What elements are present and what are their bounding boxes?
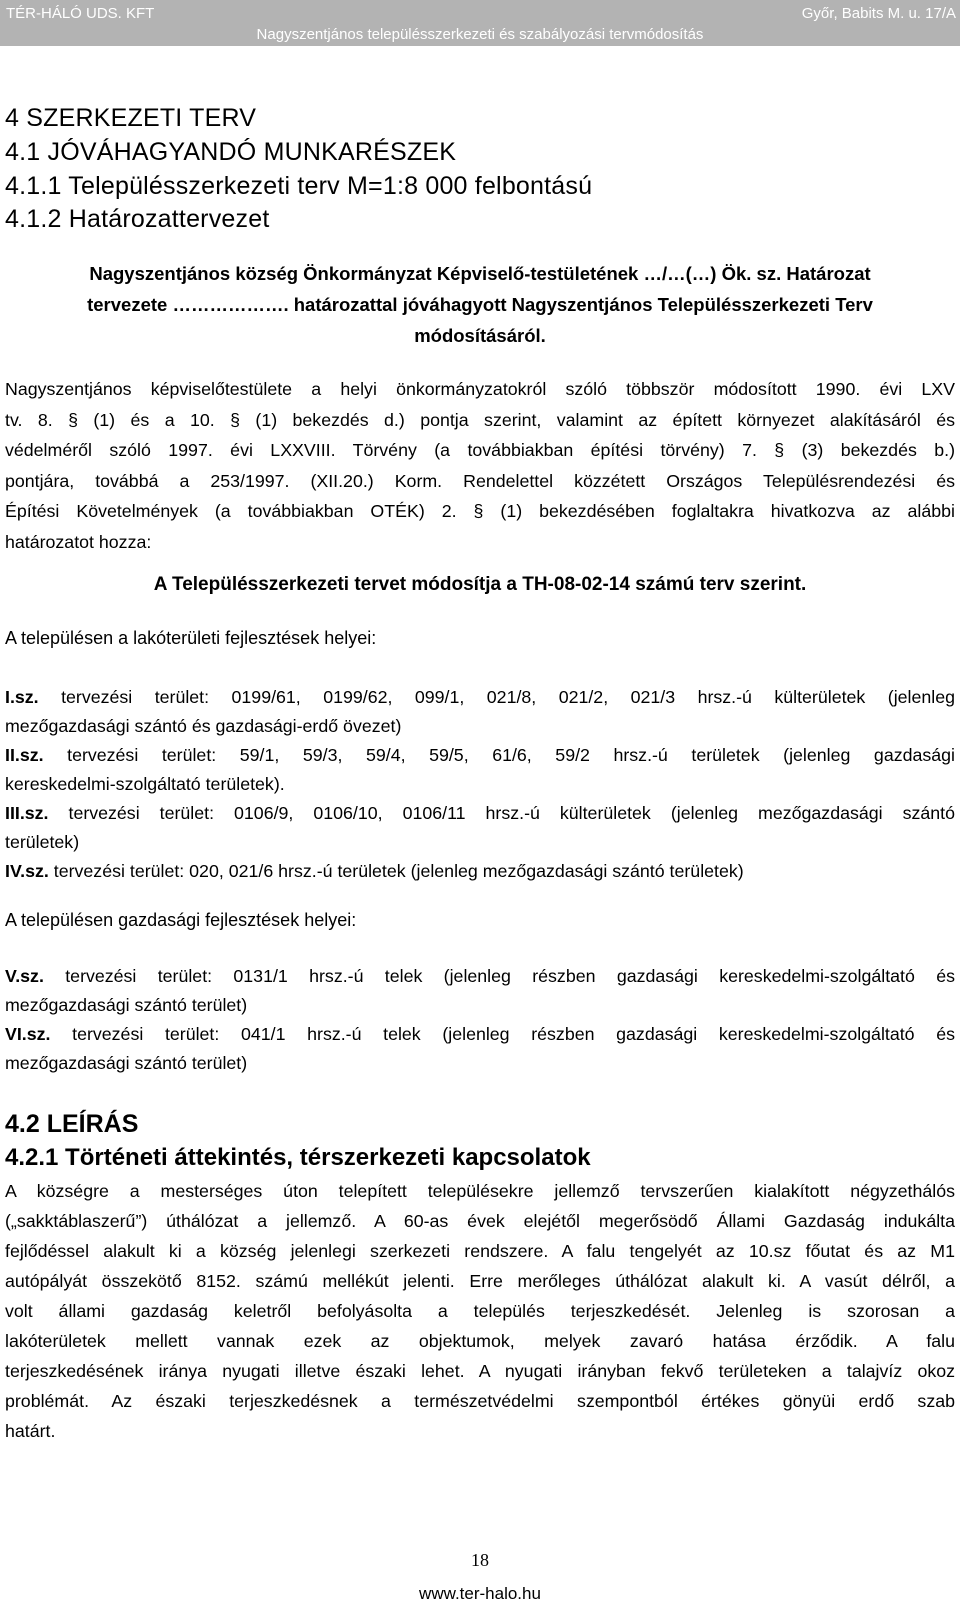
intro-line: Nagyszentjános képviselőtestülete a helyi önkormányzatokról szóló többször módosított 1990. évi LXV (5, 379, 955, 399)
item-text: tervezési terület: 0199/61, 0199/62, 099/1, 021/8, 021/2, 021/3 hrsz.-ú külterületek (jelenleg (61, 687, 955, 707)
heading-4-1-1: 4.1.1 Településszerkezeti terv M=1:8 000 felbontású (5, 172, 593, 200)
list-item-cont: mezőgazdasági szántó és gazdasági-erdő övezet) (5, 716, 402, 736)
intro-line: határozatot hozza: (5, 531, 152, 552)
item-text: tervezési terület: 0131/1 hrsz.-ú telek (jelenleg részben gazdasági kereskedelmi-szolgáltató és (65, 966, 955, 986)
history-line: („sakktáblaszerű”) úthálózat a jellemző. A 60-as évek elejétől megerősödő Állami Gazdaság indukálta (5, 1211, 955, 1231)
economic-list (5, 962, 955, 1078)
item-label: IV.sz. (5, 861, 49, 881)
header-subtitle: Nagyszentjános településszerkezeti és szabályozási tervmódosítás (256, 26, 704, 43)
history-line: problémát. Az északi terjeszkedésnek a természetvédelmi szempontból értékes gönyüi erdő szab (5, 1391, 955, 1411)
history-line: terjeszkedésének iránya nyugati illetve északi lehet. A nyugati irányban fekvő területeken a talajvíz okoz (5, 1361, 955, 1381)
history-paragraph (5, 1176, 955, 1446)
heading-4-2-1: 4.2.1 Történeti áttekintés, térszerkezeti kapcsolatok (5, 1144, 591, 1171)
resolution-title-line3: módosításáról. (414, 325, 546, 346)
resolution-title-line2: tervezete ………………. határozattal jóváhagyott Nagyszentjános Településszerkezeti Terv (87, 294, 873, 315)
item-label: II.sz. (5, 745, 44, 765)
item-label: V.sz. (5, 966, 44, 986)
item-text: tervezési terület: 020, 021/6 hrsz.-ú területek (jelenleg mezőgazdasági szántó területek) (53, 861, 744, 881)
page-header (0, 0, 960, 46)
residential-heading: A településen a lakóterületi fejlesztések helyei: (5, 628, 377, 648)
item-text: tervezési terület: 041/1 hrsz.-ú telek (jelenleg részben gazdasági kereskedelmi-szolgáltató és (72, 1024, 955, 1044)
heading-4-1-2: 4.1.2 Határozattervezet (5, 205, 270, 233)
list-item-cont: kereskedelmi-szolgáltató területek). (5, 774, 285, 794)
item-text: tervezési terület: 59/1, 59/3, 59/4, 59/5, 61/6, 59/2 hrsz.-ú területek (jelenleg gazdasági (67, 745, 955, 765)
page-number: 18 (471, 1550, 489, 1570)
decision-text: A Településszerkezeti tervet módosítja a TH-08-02-14 számú terv szerint. (153, 574, 807, 595)
intro-line: tv. 8. § (1) és a 10. § (1) bekezdés d.) pontja szerint, valamint az épített környezet alakításáról és (5, 409, 955, 430)
history-line: fejlődéssel alakult ki a község jelenlegi szerkezeti rendszere. A falu tengelyét az 10.sz főutat és az M1 (5, 1241, 955, 1261)
item-text: tervezési terület: 0106/9, 0106/10, 0106/11 hrsz.-ú külterületek (jelenleg mezőgazdasági szántó (68, 803, 955, 823)
header-company: TÉR-HÁLÓ UDS. KFT (6, 5, 155, 22)
intro-paragraph (5, 374, 955, 557)
item-label: VI.sz. (5, 1024, 51, 1044)
heading-4: 4 SZERKEZETI TERV (5, 104, 257, 132)
list-item (5, 683, 955, 712)
intro-line: védelméről szóló 1997. évi LXXVIII. Törvény (a továbbiakban építési törvény) 7. § (3) bekezdés b.) (5, 440, 955, 460)
list-item-cont: területek) (5, 832, 80, 852)
history-line: autópályát összekötő 8152. számú mellékút jelenti. Erre merőleges úthálózat alakult ki. A vasút délről, a (5, 1271, 955, 1291)
item-label: I.sz. (5, 687, 39, 707)
list-item-cont: mezőgazdasági szántó terület) (5, 1053, 248, 1073)
intro-line: Építési Követelmények (a továbbiakban OTÉK) 2. § (1) bekezdésében foglaltakra hivatkozva az alábbi (5, 501, 955, 521)
economic-heading: A településen gazdasági fejlesztések helyei: (5, 910, 357, 930)
list-item-cont: mezőgazdasági szántó terület) (5, 995, 248, 1015)
intro-line: pontjára, továbbá a 253/1997. (XII.20.) Korm. Rendelettel közzétett Országos Településrendezési és (5, 470, 955, 491)
heading-4-2: 4.2 LEÍRÁS (5, 1110, 139, 1138)
history-line: A községre a mesterséges úton telepített településekre jellemző tervszerűen kialakított négyzethálós (5, 1181, 955, 1201)
history-line: lakóterületek mellett vannak ezek az objektumok, melyek zavaró hatása érződik. A falu (5, 1331, 955, 1351)
heading-4-1: 4.1 JÓVÁHAGYANDÓ MUNKARÉSZEK (5, 138, 457, 166)
history-line: határt. (5, 1421, 56, 1441)
footer-url[interactable]: www.ter-halo.hu (419, 1584, 541, 1603)
residential-list (5, 683, 955, 886)
item-label: III.sz. (5, 803, 49, 823)
resolution-title-line1: Nagyszentjános község Önkormányzat Képviselő-testületének …/…(…) Ök. sz. Határozat (89, 263, 871, 284)
history-line: volt állami gazdaság keletről befolyásolta a település terjeszkedését. Jelenleg is szorosan a (5, 1301, 955, 1321)
header-address: Győr, Babits M. u. 17/A (801, 5, 956, 22)
